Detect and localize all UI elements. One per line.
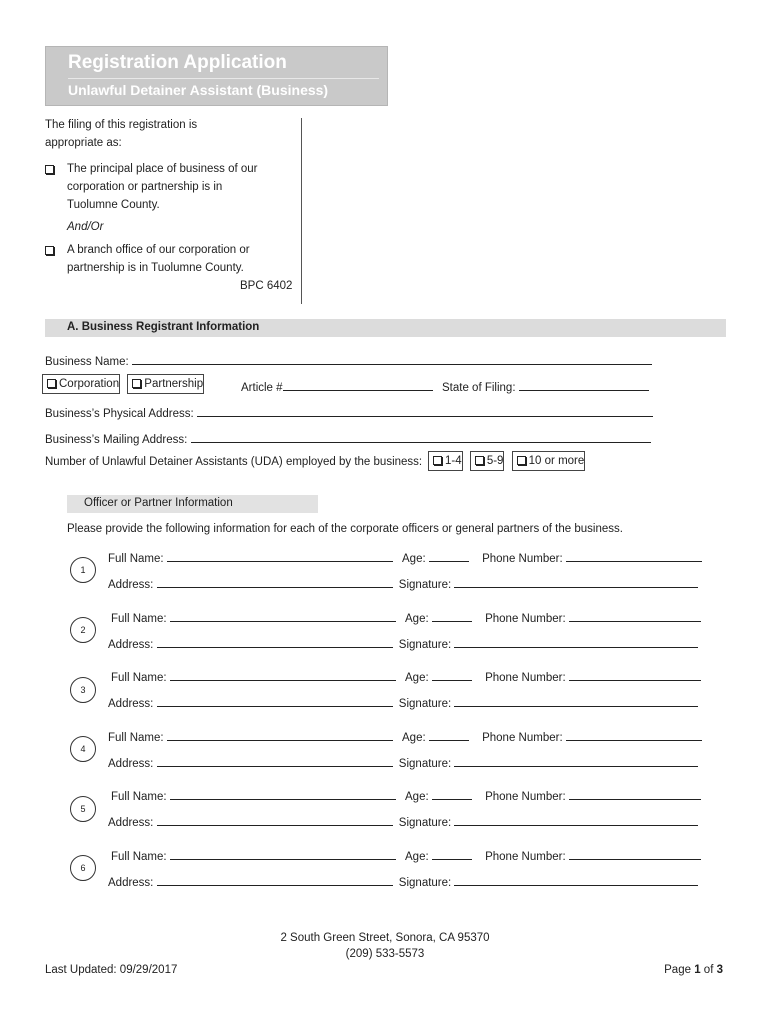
uda-option-1-4[interactable] bbox=[428, 451, 463, 471]
option2-line2: partnership is in Tuolumne County. bbox=[67, 262, 244, 274]
phone-field[interactable] bbox=[566, 728, 702, 741]
age-label: Age: bbox=[402, 732, 426, 744]
full-name-field[interactable] bbox=[167, 728, 393, 741]
officer-address-row bbox=[108, 754, 698, 770]
full-name-label: Full Name: bbox=[111, 672, 167, 684]
full-name-field[interactable] bbox=[167, 549, 393, 562]
officer-address-row bbox=[108, 635, 698, 651]
branch-office-checkbox[interactable] bbox=[45, 245, 60, 257]
uda-option-label: 1-4 bbox=[445, 455, 462, 467]
age-label: Age: bbox=[405, 851, 429, 863]
form-header bbox=[45, 46, 388, 106]
mailing-address-field[interactable] bbox=[191, 430, 651, 443]
form-subtitle: Unlawful Detainer Assistant (Business) bbox=[68, 82, 329, 98]
full-name-label: Full Name: bbox=[111, 851, 167, 863]
signature-field[interactable] bbox=[454, 694, 698, 707]
article-field[interactable] bbox=[283, 378, 433, 391]
physical-address-row bbox=[45, 404, 653, 420]
address-label: Address: bbox=[108, 639, 154, 651]
officer-name-row bbox=[111, 609, 701, 625]
intro-text-1: The filing of this registration is bbox=[45, 119, 198, 131]
officer-section-header bbox=[67, 495, 318, 513]
phone-field[interactable] bbox=[566, 549, 702, 562]
phone-label: Phone Number: bbox=[482, 553, 563, 565]
address-field[interactable] bbox=[157, 873, 393, 886]
address-label: Address: bbox=[108, 698, 154, 710]
full-name-label: Full Name: bbox=[108, 553, 164, 565]
officer-address-row bbox=[108, 694, 698, 710]
checkbox-icon bbox=[45, 246, 54, 255]
business-name-label: Business Name: bbox=[45, 356, 129, 368]
signature-label: Signature: bbox=[398, 579, 452, 591]
corporation-checkbox[interactable] bbox=[42, 374, 120, 394]
uda-question: Number of Unlawful Detainer Assistants (UDA) employed by the business: bbox=[45, 456, 423, 468]
full-name-field[interactable] bbox=[170, 668, 396, 681]
officer-number: 6 bbox=[70, 855, 96, 881]
state-label: State of Filing: bbox=[442, 382, 516, 394]
signature-label: Signature: bbox=[398, 698, 452, 710]
phone-label: Phone Number: bbox=[485, 791, 566, 803]
address-field[interactable] bbox=[157, 575, 393, 588]
signature-field[interactable] bbox=[454, 575, 698, 588]
age-field[interactable] bbox=[432, 668, 472, 681]
footer-address: 2 South Green Street, Sonora, CA 95370 bbox=[280, 932, 490, 944]
uda-option-5-9[interactable] bbox=[470, 451, 505, 471]
mailing-address-label: Business’s Mailing Address: bbox=[45, 434, 188, 446]
age-field[interactable] bbox=[429, 549, 469, 562]
article-row bbox=[241, 378, 433, 394]
entity-type-row bbox=[42, 374, 204, 394]
signature-field[interactable] bbox=[454, 873, 698, 886]
phone-field[interactable] bbox=[569, 847, 701, 860]
principal-place-checkbox[interactable] bbox=[45, 164, 60, 176]
phone-label: Phone Number: bbox=[485, 672, 566, 684]
section-a-title: A. Business Registrant Information bbox=[67, 321, 260, 333]
age-label: Age: bbox=[402, 553, 426, 565]
address-label: Address: bbox=[108, 877, 154, 889]
phone-field[interactable] bbox=[569, 668, 701, 681]
phone-label: Phone Number: bbox=[482, 732, 563, 744]
page-total: 3 bbox=[716, 964, 723, 976]
business-name-row bbox=[45, 352, 652, 368]
age-field[interactable] bbox=[429, 728, 469, 741]
officer-instructions: Please provide the following information for each of the corporate officers or general partners of the business. bbox=[67, 523, 623, 535]
code-reference: BPC 6402 bbox=[240, 280, 293, 292]
signature-field[interactable] bbox=[454, 754, 698, 767]
phone-field[interactable] bbox=[569, 787, 701, 800]
address-label: Address: bbox=[108, 579, 154, 591]
uda-option-10-plus[interactable] bbox=[512, 451, 586, 471]
address-label: Address: bbox=[108, 758, 154, 770]
last-updated: Last Updated: 09/29/2017 bbox=[45, 964, 178, 976]
page-number bbox=[664, 964, 723, 976]
checkbox-icon bbox=[517, 456, 526, 465]
officer-name-row bbox=[111, 668, 701, 684]
officer-number: 2 bbox=[70, 617, 96, 643]
page-current: 1 bbox=[694, 964, 701, 976]
full-name-label: Full Name: bbox=[111, 791, 167, 803]
checkbox-icon bbox=[132, 379, 141, 388]
phone-field[interactable] bbox=[569, 609, 701, 622]
signature-field[interactable] bbox=[454, 635, 698, 648]
option1-line2: corporation or partnership is in bbox=[67, 181, 223, 193]
business-name-field[interactable] bbox=[132, 352, 652, 365]
vertical-divider bbox=[301, 118, 302, 304]
signature-label: Signature: bbox=[398, 639, 452, 651]
address-label: Address: bbox=[108, 817, 154, 829]
address-field[interactable] bbox=[157, 754, 393, 767]
partnership-checkbox[interactable] bbox=[127, 374, 204, 394]
uda-option-label: 10 or more bbox=[528, 455, 585, 467]
address-field[interactable] bbox=[157, 635, 393, 648]
checkbox-icon bbox=[47, 379, 56, 388]
phone-label: Phone Number: bbox=[485, 851, 566, 863]
andor-label: And/Or bbox=[67, 221, 104, 233]
full-name-field[interactable] bbox=[170, 847, 396, 860]
age-label: Age: bbox=[405, 613, 429, 625]
full-name-field[interactable] bbox=[170, 609, 396, 622]
physical-address-field[interactable] bbox=[197, 404, 653, 417]
officer-address-row bbox=[108, 873, 698, 889]
officer-address-row bbox=[108, 575, 698, 591]
age-field[interactable] bbox=[432, 787, 472, 800]
header-divider bbox=[68, 78, 379, 79]
checkbox-icon bbox=[475, 456, 484, 465]
page-of: of bbox=[703, 964, 714, 976]
phone-label: Phone Number: bbox=[485, 613, 566, 625]
signature-field[interactable] bbox=[454, 813, 698, 826]
full-name-label: Full Name: bbox=[108, 732, 164, 744]
signature-label: Signature: bbox=[398, 877, 452, 889]
officer-name-row bbox=[108, 728, 702, 744]
uda-options bbox=[428, 451, 585, 471]
physical-address-label: Business’s Physical Address: bbox=[45, 408, 194, 420]
age-label: Age: bbox=[405, 791, 429, 803]
partnership-label: Partnership bbox=[144, 378, 204, 390]
option1-line1: The principal place of business of our bbox=[67, 163, 258, 175]
page-prefix: Page bbox=[664, 964, 691, 976]
address-field[interactable] bbox=[157, 694, 393, 707]
intro-text-2: appropriate as: bbox=[45, 137, 122, 149]
option2-line1: A branch office of our corporation or bbox=[67, 244, 250, 256]
uda-option-label: 5-9 bbox=[486, 455, 504, 467]
article-label: Article # bbox=[241, 382, 283, 394]
footer-phone: (209) 533-5573 bbox=[345, 948, 425, 960]
checkbox-icon bbox=[433, 456, 442, 465]
full-name-field[interactable] bbox=[170, 787, 396, 800]
section-a-header bbox=[45, 319, 726, 337]
officer-name-row bbox=[111, 847, 701, 863]
option1-line3: Tuolumne County. bbox=[67, 199, 160, 211]
corporation-label: Corporation bbox=[59, 378, 120, 390]
form-title: Registration Application bbox=[68, 52, 287, 73]
officer-name-row bbox=[111, 787, 701, 803]
mailing-address-row bbox=[45, 430, 651, 446]
officer-number: 1 bbox=[70, 557, 96, 583]
state-row bbox=[442, 378, 649, 394]
signature-label: Signature: bbox=[398, 758, 452, 770]
officer-section-title: Officer or Partner Information bbox=[84, 497, 233, 509]
uda-row bbox=[45, 456, 422, 468]
state-field[interactable] bbox=[519, 378, 649, 391]
address-field[interactable] bbox=[157, 813, 393, 826]
officer-address-row bbox=[108, 813, 698, 829]
officer-number: 3 bbox=[70, 677, 96, 703]
signature-label: Signature: bbox=[398, 817, 452, 829]
age-field[interactable] bbox=[432, 847, 472, 860]
checkbox-icon bbox=[45, 165, 54, 174]
officer-number: 5 bbox=[70, 796, 96, 822]
officer-number: 4 bbox=[70, 736, 96, 762]
age-field[interactable] bbox=[432, 609, 472, 622]
officer-name-row bbox=[108, 549, 702, 565]
full-name-label: Full Name: bbox=[111, 613, 167, 625]
age-label: Age: bbox=[405, 672, 429, 684]
